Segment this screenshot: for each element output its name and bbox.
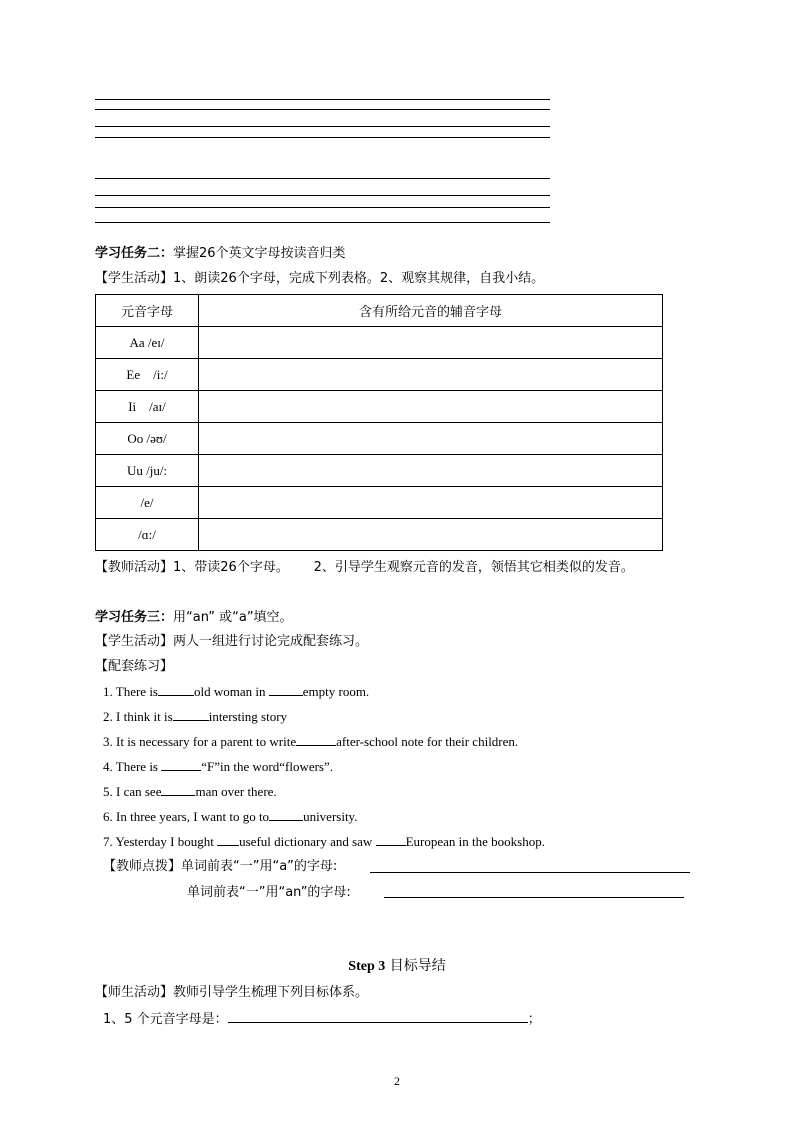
task2-heading <box>95 245 346 263</box>
table-row <box>96 327 663 359</box>
item1-end: ； <box>527 1012 541 1027</box>
table-cell-vowel: Ee /i:/ <box>96 359 199 391</box>
task2-student-activity: 【学生活动】1、朗读26个字母，完成下列表格。2、观察其规律，自我小结。 <box>95 271 545 286</box>
exercise-text: 1. There is <box>103 684 158 699</box>
step3-item1 <box>103 1009 541 1029</box>
table-cell-vowel: Oo /əʊ/ <box>96 423 199 455</box>
exercise-5 <box>103 783 277 801</box>
exercise-text: useful dictionary and saw <box>239 834 376 849</box>
exercise-text: 7. Yesterday I bought <box>103 834 218 849</box>
vowel-table <box>95 294 663 551</box>
exercise-text: man over there. <box>195 784 277 799</box>
table-cell-answer[interactable] <box>199 487 663 519</box>
table-cell-answer[interactable] <box>199 327 663 359</box>
step3-title <box>0 957 794 976</box>
answer-blank[interactable] <box>269 683 303 696</box>
table-cell-vowel: Ii /aɪ/ <box>96 391 199 423</box>
writing-line <box>95 99 550 100</box>
table-row <box>96 519 663 551</box>
item1-text: 1、5 个元音字母是： <box>103 1012 228 1027</box>
answer-blank[interactable] <box>269 808 303 821</box>
exercise-text: after-school note for their children. <box>336 734 519 749</box>
writing-line <box>95 126 550 127</box>
task3-student-activity: 【学生活动】两人一组进行讨论完成配套练习。 <box>95 634 369 649</box>
step-title: 目标导结 <box>389 958 446 974</box>
writing-line <box>95 137 550 138</box>
task3-heading-text: 用“an” 或“a”填空。 <box>173 610 293 625</box>
practice-title: 【配套练习】 <box>95 659 174 674</box>
teacher-tip-text: 单词前表“一”用“a”的字母: <box>181 859 338 874</box>
writing-line <box>95 222 550 223</box>
table-cell-vowel: /e/ <box>96 487 199 519</box>
table-row <box>96 487 663 519</box>
writing-line <box>95 109 550 110</box>
exercise-text: 2. I think it is <box>103 709 173 724</box>
writing-line <box>95 178 550 179</box>
task2-teacher-activity: 【教师活动】1、带读26个字母。 2、引导学生观察元音的发音，领悟其它相类似的发音。 <box>95 560 634 575</box>
exercise-text: empty room. <box>302 684 370 699</box>
exercise-3 <box>103 733 518 751</box>
task2-heading-label: 学习任务二： <box>95 246 174 261</box>
table-cell-answer[interactable] <box>199 455 663 487</box>
exercise-2 <box>103 708 287 726</box>
table-header-consonant: 含有所给元音的辅音字母 <box>199 295 663 327</box>
answer-blank[interactable] <box>161 758 201 771</box>
exercise-text: European in the bookshop. <box>405 834 545 849</box>
table-cell-vowel: Uu /ju/: <box>96 455 199 487</box>
answer-blank[interactable] <box>161 783 195 796</box>
teacher-tip-label: 【教师点拨】 <box>103 859 182 874</box>
table-cell-vowel: /ɑ:/ <box>96 519 199 551</box>
writing-line <box>95 195 550 196</box>
table-cell-answer[interactable] <box>199 391 663 423</box>
exercise-text: 5. I can see <box>103 784 162 799</box>
task2-heading-text: 掌握26个英文字母按读音归类 <box>173 246 346 261</box>
table-cell-answer[interactable] <box>199 423 663 455</box>
page-number: 2 <box>394 1074 400 1088</box>
table-row <box>96 391 663 423</box>
table-header-vowel: 元音字母 <box>96 295 199 327</box>
table-cell-vowel: Aa /eɪ/ <box>96 327 199 359</box>
answer-blank[interactable] <box>158 683 194 696</box>
table-header-row <box>96 295 663 327</box>
step3-activity: 【师生活动】教师引导学生梳理下列目标体系。 <box>95 985 369 1000</box>
exercise-text: old woman in <box>194 684 269 699</box>
item1-answer-blank[interactable] <box>228 1009 528 1023</box>
task3-heading <box>95 609 293 627</box>
writing-line <box>95 207 550 208</box>
exercise-text: 4. There is <box>103 759 162 774</box>
exercise-4 <box>103 758 333 776</box>
answer-blank[interactable] <box>296 733 336 746</box>
teacher-tip-1 <box>103 858 337 876</box>
task3-heading-label: 学习任务三： <box>95 610 174 625</box>
table-cell-answer[interactable] <box>199 359 663 391</box>
tip1-answer-line[interactable] <box>370 860 690 873</box>
exercise-6 <box>103 808 357 826</box>
table-row <box>96 359 663 391</box>
exercise-text: 3. It is necessary for a parent to write <box>103 734 297 749</box>
answer-blank[interactable] <box>173 708 209 721</box>
exercise-1 <box>103 683 369 701</box>
tip2-answer-line[interactable] <box>384 885 684 898</box>
exercise-7 <box>103 833 545 851</box>
table-row <box>96 423 663 455</box>
exercise-text: university. <box>303 809 358 824</box>
answer-blank[interactable] <box>217 833 239 846</box>
exercise-text: 6. In three years, I want to go to <box>103 809 270 824</box>
step-number: Step 3 <box>348 959 386 974</box>
exercise-text: intersting story <box>208 709 288 724</box>
exercise-text: “F”in the word“flowers”. <box>201 759 334 774</box>
table-cell-answer[interactable] <box>199 519 663 551</box>
table-row <box>96 455 663 487</box>
teacher-tip-2: 单词前表“一”用“an”的字母: <box>187 885 351 900</box>
answer-blank[interactable] <box>376 833 406 846</box>
